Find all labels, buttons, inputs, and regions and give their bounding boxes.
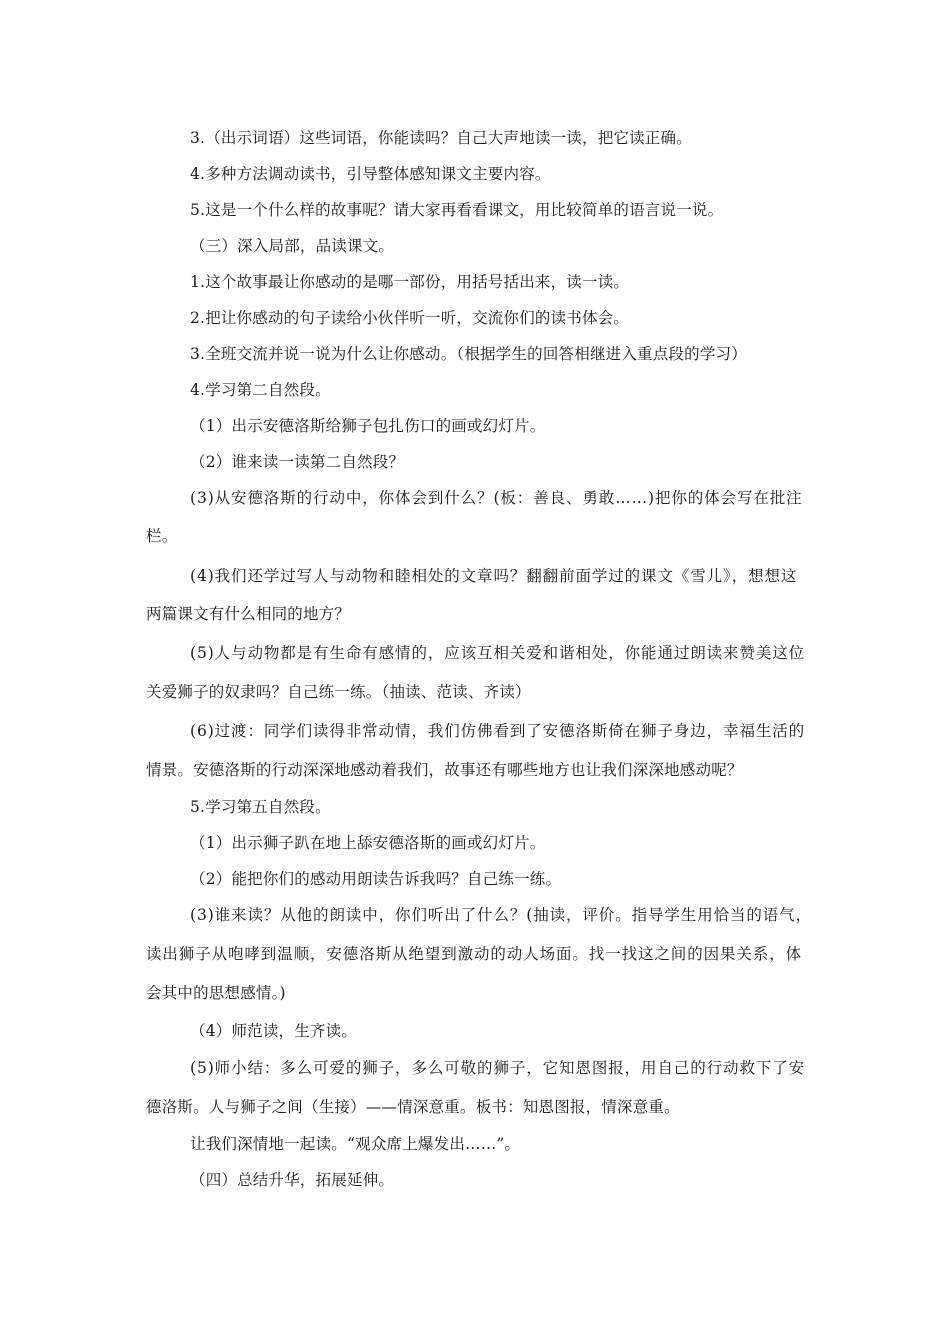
text-line: (5)人与动物都是有生命有感情的，应该互相关爱和谐相处，你能通过朗读来赞美这位 bbox=[190, 644, 806, 662]
text-line: 读出狮子从咆哮到温顺，安德洛斯从绝望到激动的动人场面。找一找这之间的因果关系，体 bbox=[146, 945, 803, 963]
text-line: 1.这个故事最让你感动的是哪一部份，用括号括出来，读一读。 bbox=[190, 273, 630, 291]
text-line: (3)从安德洛斯的行动中，你体会到什么？(板：善良、勇敢……)把你的体会写在批注 bbox=[190, 489, 803, 507]
text-line: （1）出示狮子趴在地上舔安德洛斯的画或幻灯片。 bbox=[190, 834, 546, 852]
text-line: (3)谁来读？从他的朗读中，你们听出了什么？(抽读，评价。指导学生用恰当的语气， bbox=[190, 906, 813, 924]
text-line: 栏。 bbox=[146, 527, 178, 545]
text-line: 两篇课文有什么相同的地方？ bbox=[146, 605, 351, 623]
text-line: 2.把让你感动的句子读给小伙伴听一听，交流你们的读书体会。 bbox=[190, 309, 630, 327]
text-line: 4.学习第二自然段。 bbox=[190, 381, 331, 399]
section-heading: （四）总结升华，拓展延伸。 bbox=[190, 1171, 395, 1189]
text-line: 3.全班交流并说一说为什么让你感动。（根据学生的回答相继进入重点段的学习） bbox=[190, 345, 747, 363]
text-line: （2）能把你们的感动用朗读告诉我吗？自己练一练。 bbox=[190, 870, 562, 888]
text-line: 让我们深情地一起读。“观众席上爆发出……”。 bbox=[190, 1135, 521, 1153]
text-line: 5.这是一个什么样的故事呢？请大家再看看课文，用比较简单的语言说一说。 bbox=[190, 201, 724, 219]
text-line: 3.（出示词语）这些词语，你能读吗？自己大声地读一读，把它读正确。 bbox=[190, 129, 692, 147]
text-line: 4.多种方法调动读书，引导整体感知课文主要内容。 bbox=[190, 165, 551, 183]
text-line: 情景。安德洛斯的行动深深地感动着我们，故事还有哪些地方也让我们深深地感动呢？ bbox=[146, 761, 743, 779]
text-line: 德洛斯。人与狮子之间（生接）——情深意重。板书：知恩图报，情深意重。 bbox=[146, 1098, 680, 1116]
text-line: 会其中的思想感情。) bbox=[146, 984, 286, 1002]
text-line: 5.学习第五自然段。 bbox=[190, 798, 331, 816]
text-line: （1）出示安德洛斯给狮子包扎伤口的画或幻灯片。 bbox=[190, 417, 546, 435]
text-line: （2）谁来读一读第二自然段？ bbox=[190, 453, 405, 471]
section-heading: （三）深入局部，品读课文。 bbox=[190, 237, 395, 255]
text-line: (4)我们还学过写人与动物和睦相处的文章吗？翻翻前面学过的课文《雪儿》，想想这 bbox=[190, 567, 798, 585]
text-line: 关爱狮子的奴隶吗？自己练一练。（抽读、范读、齐读） bbox=[146, 683, 531, 701]
text-line: （4）师范读，生齐读。 bbox=[190, 1022, 358, 1040]
text-line: (5)师小结：多么可爱的狮子，多么可敬的狮子，它知恩图报，用自己的行动救下了安 bbox=[190, 1059, 806, 1077]
text-line: (6)过渡：同学们读得非常动情，我们仿佛看到了安德洛斯倚在狮子身边，幸福生活的 bbox=[190, 722, 806, 740]
